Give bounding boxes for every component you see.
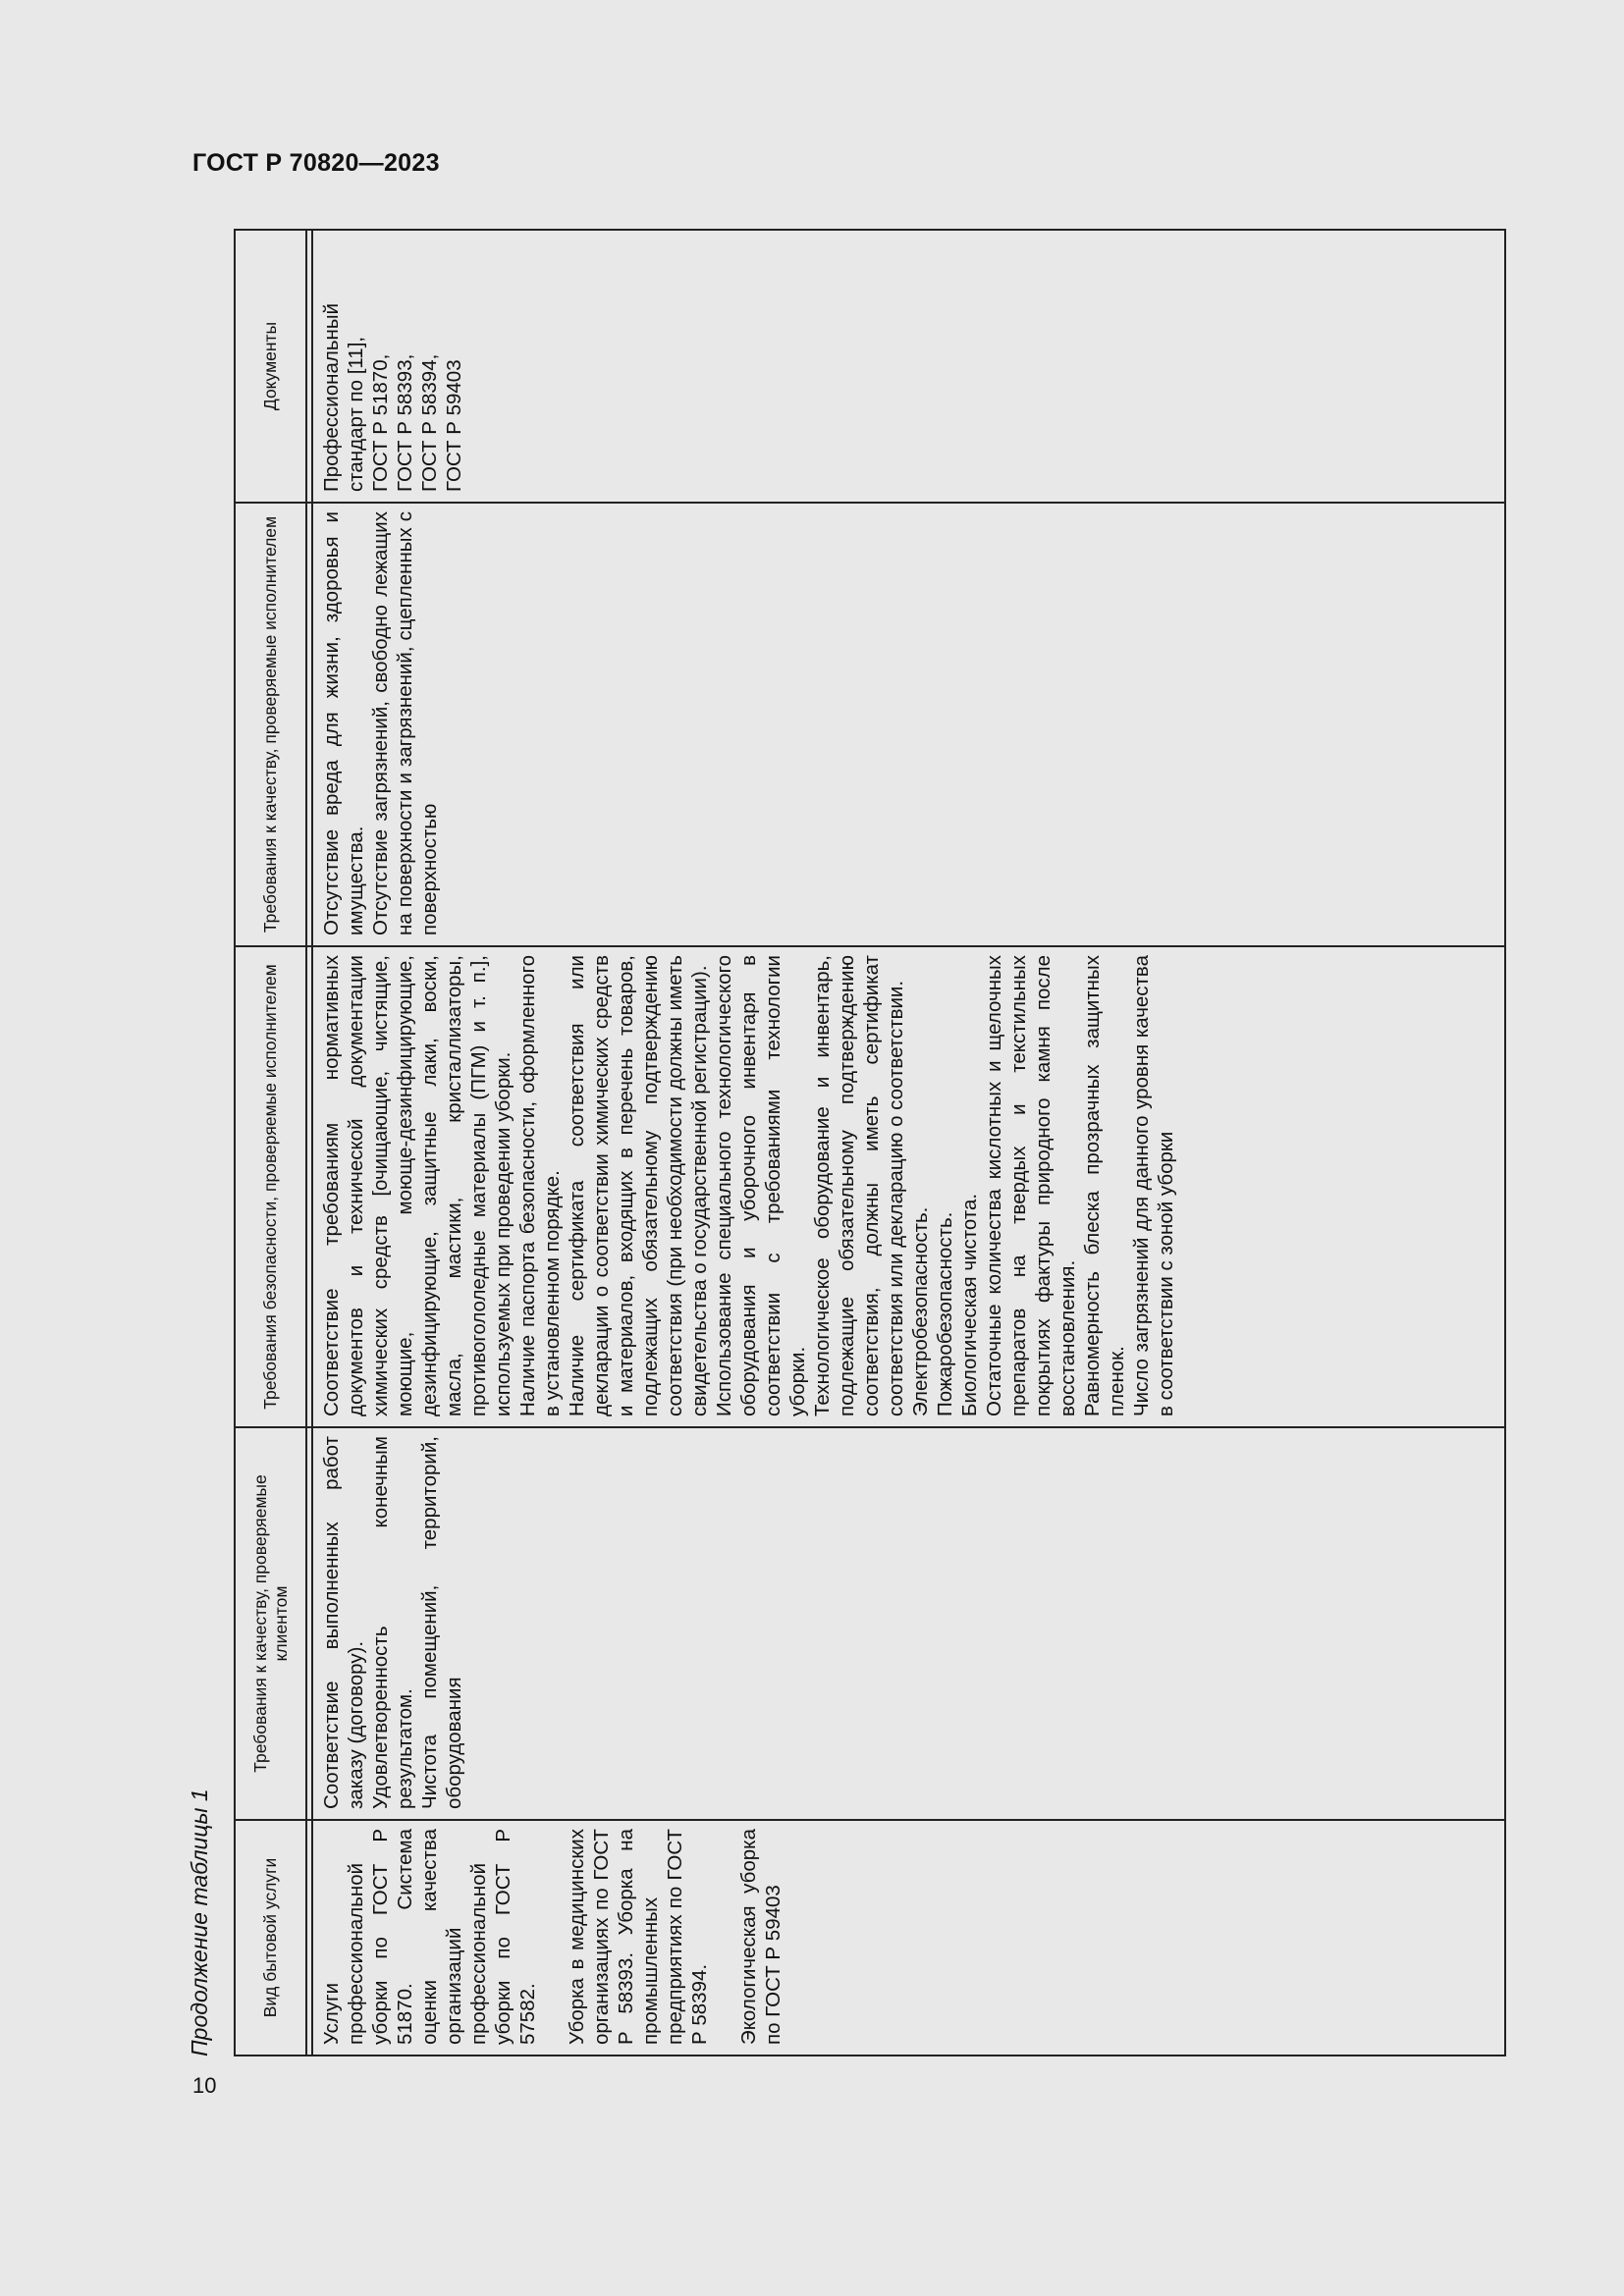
- header-safety: Требования безопасности, проверяемые исполнителем: [235, 946, 306, 1427]
- executor-quality-1: Отсутствие вреда для жизни, здоровья и имущества.: [320, 511, 367, 935]
- header-documents: Документы: [235, 230, 306, 503]
- document-3: ГОСТ Р 58393,: [394, 353, 416, 492]
- document-4: ГОСТ Р 58394,: [418, 353, 441, 492]
- document-header: ГОСТ Р 70820—2023: [192, 149, 440, 177]
- cell-documents: [312, 230, 1505, 503]
- header-client-quality: Требования к качеству, проверяемые клиентом: [235, 1427, 306, 1820]
- service-type-1: Услуги профессиональной уборки по ГОСТ Р 51870. Система оценки качества организаций профессиональной уборки по ГОСТ Р 57582.: [320, 1829, 539, 2045]
- document-1: Профессиональный стандарт по [11],: [320, 302, 367, 492]
- cell-client-quality: [312, 1427, 1505, 1820]
- header-executor-quality: Требования к качеству, проверяемые исполнителем: [235, 503, 306, 946]
- executor-quality-2: Отсутствие загрязнений, свободно лежащих на поверхности и загрязнений, сцепленных с поверхностью: [369, 511, 441, 935]
- safety-1: Соответствие требованиям нормативных документов и технической документации химических средств [очищающие, чистящие, моющие, моюще-дезинфицирующие, дезинфицирующие, защитные лаки, воски, масла, мастики, кристаллизаторы, противогололедные материалы (ПГМ) и т. п.], используемых при проведении уборки.: [320, 955, 514, 1416]
- safety-4: Использование специального технологического оборудования и уборочного инвентаря в соответствии с требованиями технологии уборки.: [713, 955, 809, 1416]
- document-5: ГОСТ Р 59403: [443, 359, 465, 492]
- client-quality-3: Чистота помещений, территорий, оборудования: [418, 1436, 465, 1809]
- safety-10: Равномерность блеска прозрачных защитных пленок.: [1081, 955, 1128, 1416]
- safety-11: Число загрязнений для данного уровня качества в соответствии с зоной уборки: [1130, 955, 1177, 1416]
- table-row: [312, 230, 1505, 2056]
- service-type-2: Уборка в медицинских организациях по ГОСТ Р 58393. Уборка на промышленных предприятиях по ГОСТ Р 58394.: [566, 1829, 711, 2045]
- safety-5: Технологическое оборудование и инвентарь, подлежащие обязательному подтверждению соответствия, должны иметь сертификат соответствия или декларацию о соответствии.: [811, 955, 907, 1416]
- cell-service-types: [312, 1820, 1505, 2056]
- page-number: 10: [192, 2073, 217, 2098]
- safety-8: Биологическая чистота.: [958, 1193, 981, 1416]
- safety-9: Остаточные количества кислотных и щелочных препаратов на твердых и текстильных покрытиях фактуры природного камня после восстановления.: [983, 955, 1079, 1416]
- header-service-type: Вид бытовой услуги: [235, 1820, 306, 2056]
- services-table: [234, 229, 1506, 2056]
- safety-7: Пожаробезопасность.: [934, 1211, 956, 1416]
- safety-3: Наличие сертификата соответствия или декларации о соответствии химических средств и материалов, входящих в перечень товаров, подлежащих обязательному подтверждению соответствия (при необходимости должны иметь свидетельства о государственной регистрации).: [566, 955, 711, 1416]
- table-caption: Продолжение таблицы 1: [187, 1789, 212, 2056]
- client-quality-2: Удовлетворенность конечным результатом.: [369, 1436, 416, 1809]
- safety-2: Наличие паспорта безопасности, оформленного в установленном порядке.: [516, 955, 564, 1416]
- cell-safety: [312, 946, 1505, 1427]
- rotated-table-container: [234, 231, 1506, 2056]
- service-type-3: Экологическая уборка по ГОСТ Р 59403: [737, 1829, 785, 2045]
- client-quality-1: Соответствие выполненных работ заказу (договору).: [320, 1436, 367, 1809]
- table-header-row: [235, 230, 306, 2056]
- document-2: ГОСТ Р 51870,: [369, 353, 392, 492]
- safety-6: Электробезопасность.: [909, 1206, 932, 1416]
- cell-executor-quality: [312, 503, 1505, 946]
